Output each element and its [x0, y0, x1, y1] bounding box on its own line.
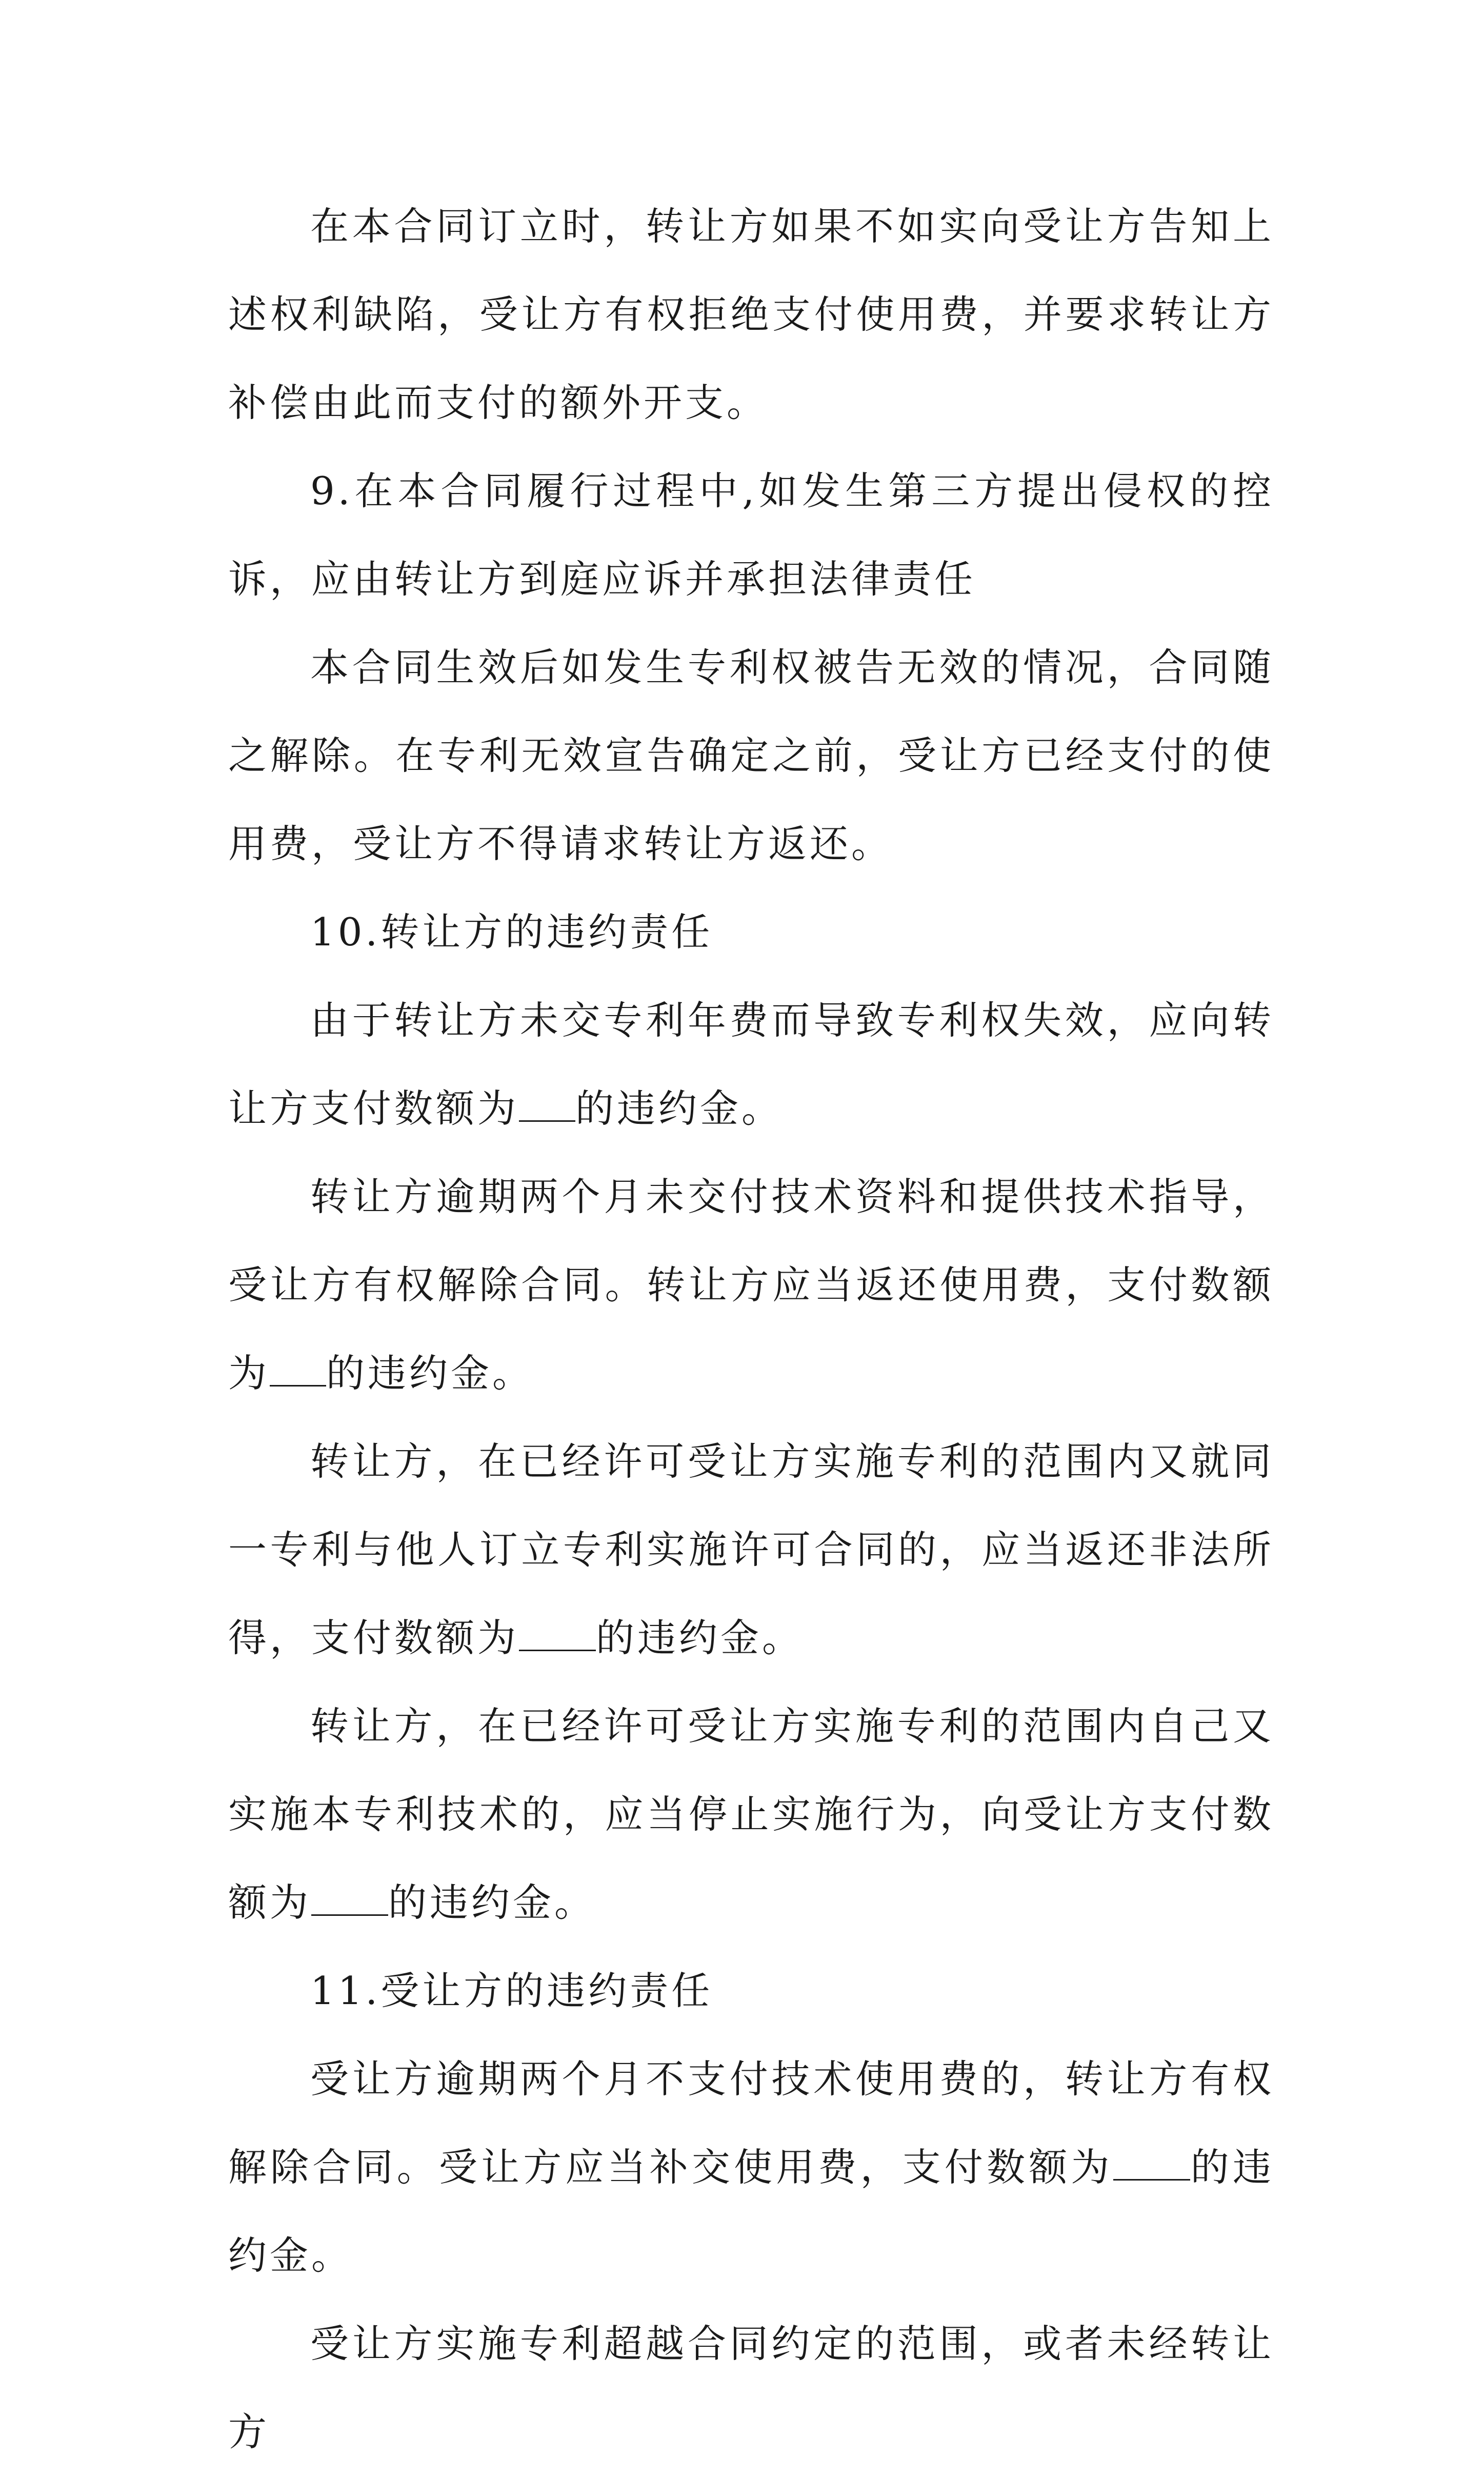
paragraph-text: 在本合同订立时，转让方如果不如实向受让方告知上述权利缺陷，受让方有权拒绝支付使用费，并要求转让方补偿由此而支付的额外开支。 — [228, 204, 1274, 425]
paragraph-patent-invalid — [228, 623, 1274, 888]
paragraph-text: 受让方逾期两个月不支付技术使用费的，转让方有权解除合同。受让方应当补交使用费，支付数额为 — [228, 2056, 1274, 2190]
paragraph-text: 由于转让方未交专利年费而导致专利权失效，应向转让方支付数额为 — [228, 998, 1274, 1131]
paragraph-annual-fee — [228, 976, 1274, 1153]
amount-blank — [519, 1090, 575, 1122]
paragraph-text: 的违约金。 — [228, 2145, 1274, 2278]
paragraph-late-delivery — [228, 1153, 1274, 1417]
heading-text: 10.转让方的违约责任 — [310, 909, 713, 955]
section-heading-clause-11 — [228, 1947, 1274, 2035]
paragraph-text: 转让方，在已经许可受让方实施专利的范围内又就同一专利与他人订立专利实施许可合同的，应当返还非法所得，支付数额为 — [228, 1439, 1274, 1660]
amount-blank — [311, 1884, 388, 1916]
paragraph-text: 9.在本合同履行过程中,如发生第三方提出侵权的控诉，应由转让方到庭应诉并承担法律责任 — [228, 468, 1274, 602]
amount-blank — [1113, 2148, 1190, 2181]
section-heading-clause-10 — [228, 888, 1274, 976]
paragraph-text: 转让方逾期两个月未交付技术资料和提供技术指导，受让方有权解除合同。转让方应当返还使用费，支付数额为 — [228, 1174, 1274, 1396]
paragraph-duplicate-license — [228, 1417, 1274, 1682]
paragraph-text: 受让方实施专利超越合同约定的范围，或者未经转让方 — [228, 2321, 1274, 2454]
paragraph-text: 转让方，在已经许可受让方实施专利的范围内自己又实施本专利技术的，应当停止实施行为，向受让方支付数额为 — [228, 1704, 1274, 1925]
amount-blank — [519, 1619, 596, 1651]
paragraph-self-implementation — [228, 1682, 1274, 1947]
paragraph-clause-9 — [228, 447, 1274, 623]
paragraph-text: 的违约金。 — [596, 1615, 804, 1660]
paragraph-scope-exceeded — [228, 2300, 1274, 2476]
heading-text: 11.受让方的违约责任 — [310, 1968, 713, 2013]
paragraph-text: 的违约金。 — [575, 1086, 784, 1131]
paragraph-defect-notice — [228, 182, 1274, 447]
paragraph-text: 本合同生效后如发生专利权被告无效的情况，合同随之解除。在专利无效宣告确定之前，受让方已经支付的使用费，受让方不得请求转让方返还。 — [228, 645, 1274, 866]
paragraph-text: 的违约金。 — [388, 1880, 596, 1925]
amount-blank — [270, 1354, 326, 1386]
paragraph-late-payment — [228, 2035, 1274, 2300]
paragraph-text: 的违约金。 — [326, 1351, 534, 1396]
document-body — [228, 182, 1274, 2476]
